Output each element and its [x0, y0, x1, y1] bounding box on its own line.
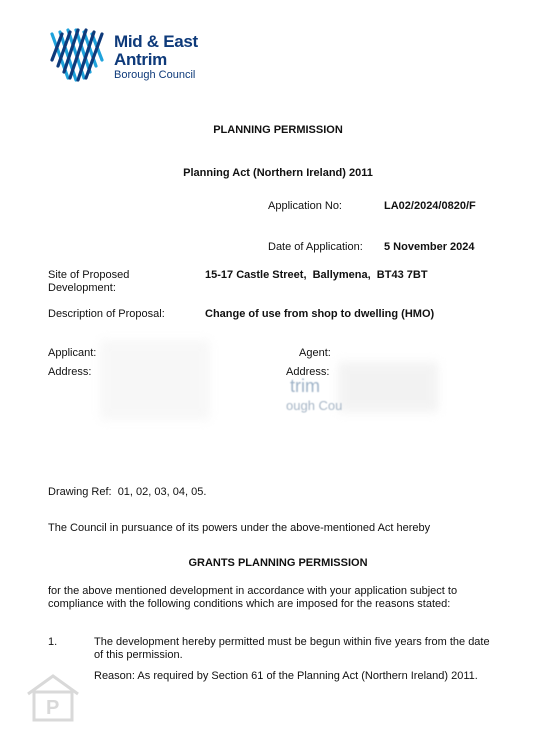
site-value: 15-17 Castle Street, Ballymena, BT43 7BT — [205, 269, 428, 281]
applicant-label: Applicant: — [48, 347, 97, 359]
watermark-icon — [24, 672, 82, 722]
application-no-value: LA02/2024/0820/F — [384, 200, 476, 212]
blurred-agent-line-1: trim — [290, 376, 320, 396]
council-logo-icon — [46, 26, 108, 86]
condition-1-reason: Reason: As required by Section 61 of the Planning Act (Northern Ireland) 2011. — [94, 670, 478, 682]
description-value: Change of use from shop to dwelling (HMO) — [205, 308, 435, 320]
condition-1-line-1: The development hereby permitted must be begun within five years from the date — [94, 636, 490, 648]
para-line-1: for the above mentioned development in accordance with your application subject to — [48, 585, 458, 597]
date-of-application-label: Date of Application: — [268, 241, 363, 253]
applicant-address-label: Address: — [48, 366, 92, 378]
logo-line-3: Borough Council — [114, 69, 196, 81]
logo-line-2: Antrim — [114, 50, 167, 69]
drawing-ref: Drawing Ref: 01, 02, 03, 04, 05. — [48, 486, 207, 498]
council-logo — [46, 26, 206, 86]
site-label-line-2: Development: — [48, 282, 116, 294]
council-statement: The Council in pursuance of its powers under the above-mentioned Act hereby — [48, 522, 431, 534]
date-of-application-value: 5 November 2024 — [384, 241, 475, 253]
grants-heading: GRANTS PLANNING PERMISSION — [188, 557, 368, 569]
application-no-label: Application No: — [268, 200, 342, 212]
blurred-agent-line-2: ough Cou — [286, 398, 343, 413]
condition-1-line-2: of this permission. — [94, 649, 183, 661]
agent-label: Agent: — [299, 347, 331, 359]
para-line-2: compliance with the following conditions which are imposed for the reasons stated: — [48, 598, 451, 610]
document-title: PLANNING PERMISSION — [213, 124, 343, 136]
agent-address-label: Address: — [286, 366, 330, 378]
act-title: Planning Act (Northern Ireland) 2011 — [183, 167, 373, 179]
svg-text:P: P — [46, 697, 60, 719]
logo-line-1: Mid & East — [114, 32, 198, 51]
site-label-line-1: Site of Proposed — [48, 269, 130, 281]
redacted-agent-block — [338, 362, 438, 412]
condition-1-number: 1. — [48, 636, 58, 648]
description-label: Description of Proposal: — [48, 308, 165, 320]
redacted-applicant-block — [100, 340, 210, 420]
